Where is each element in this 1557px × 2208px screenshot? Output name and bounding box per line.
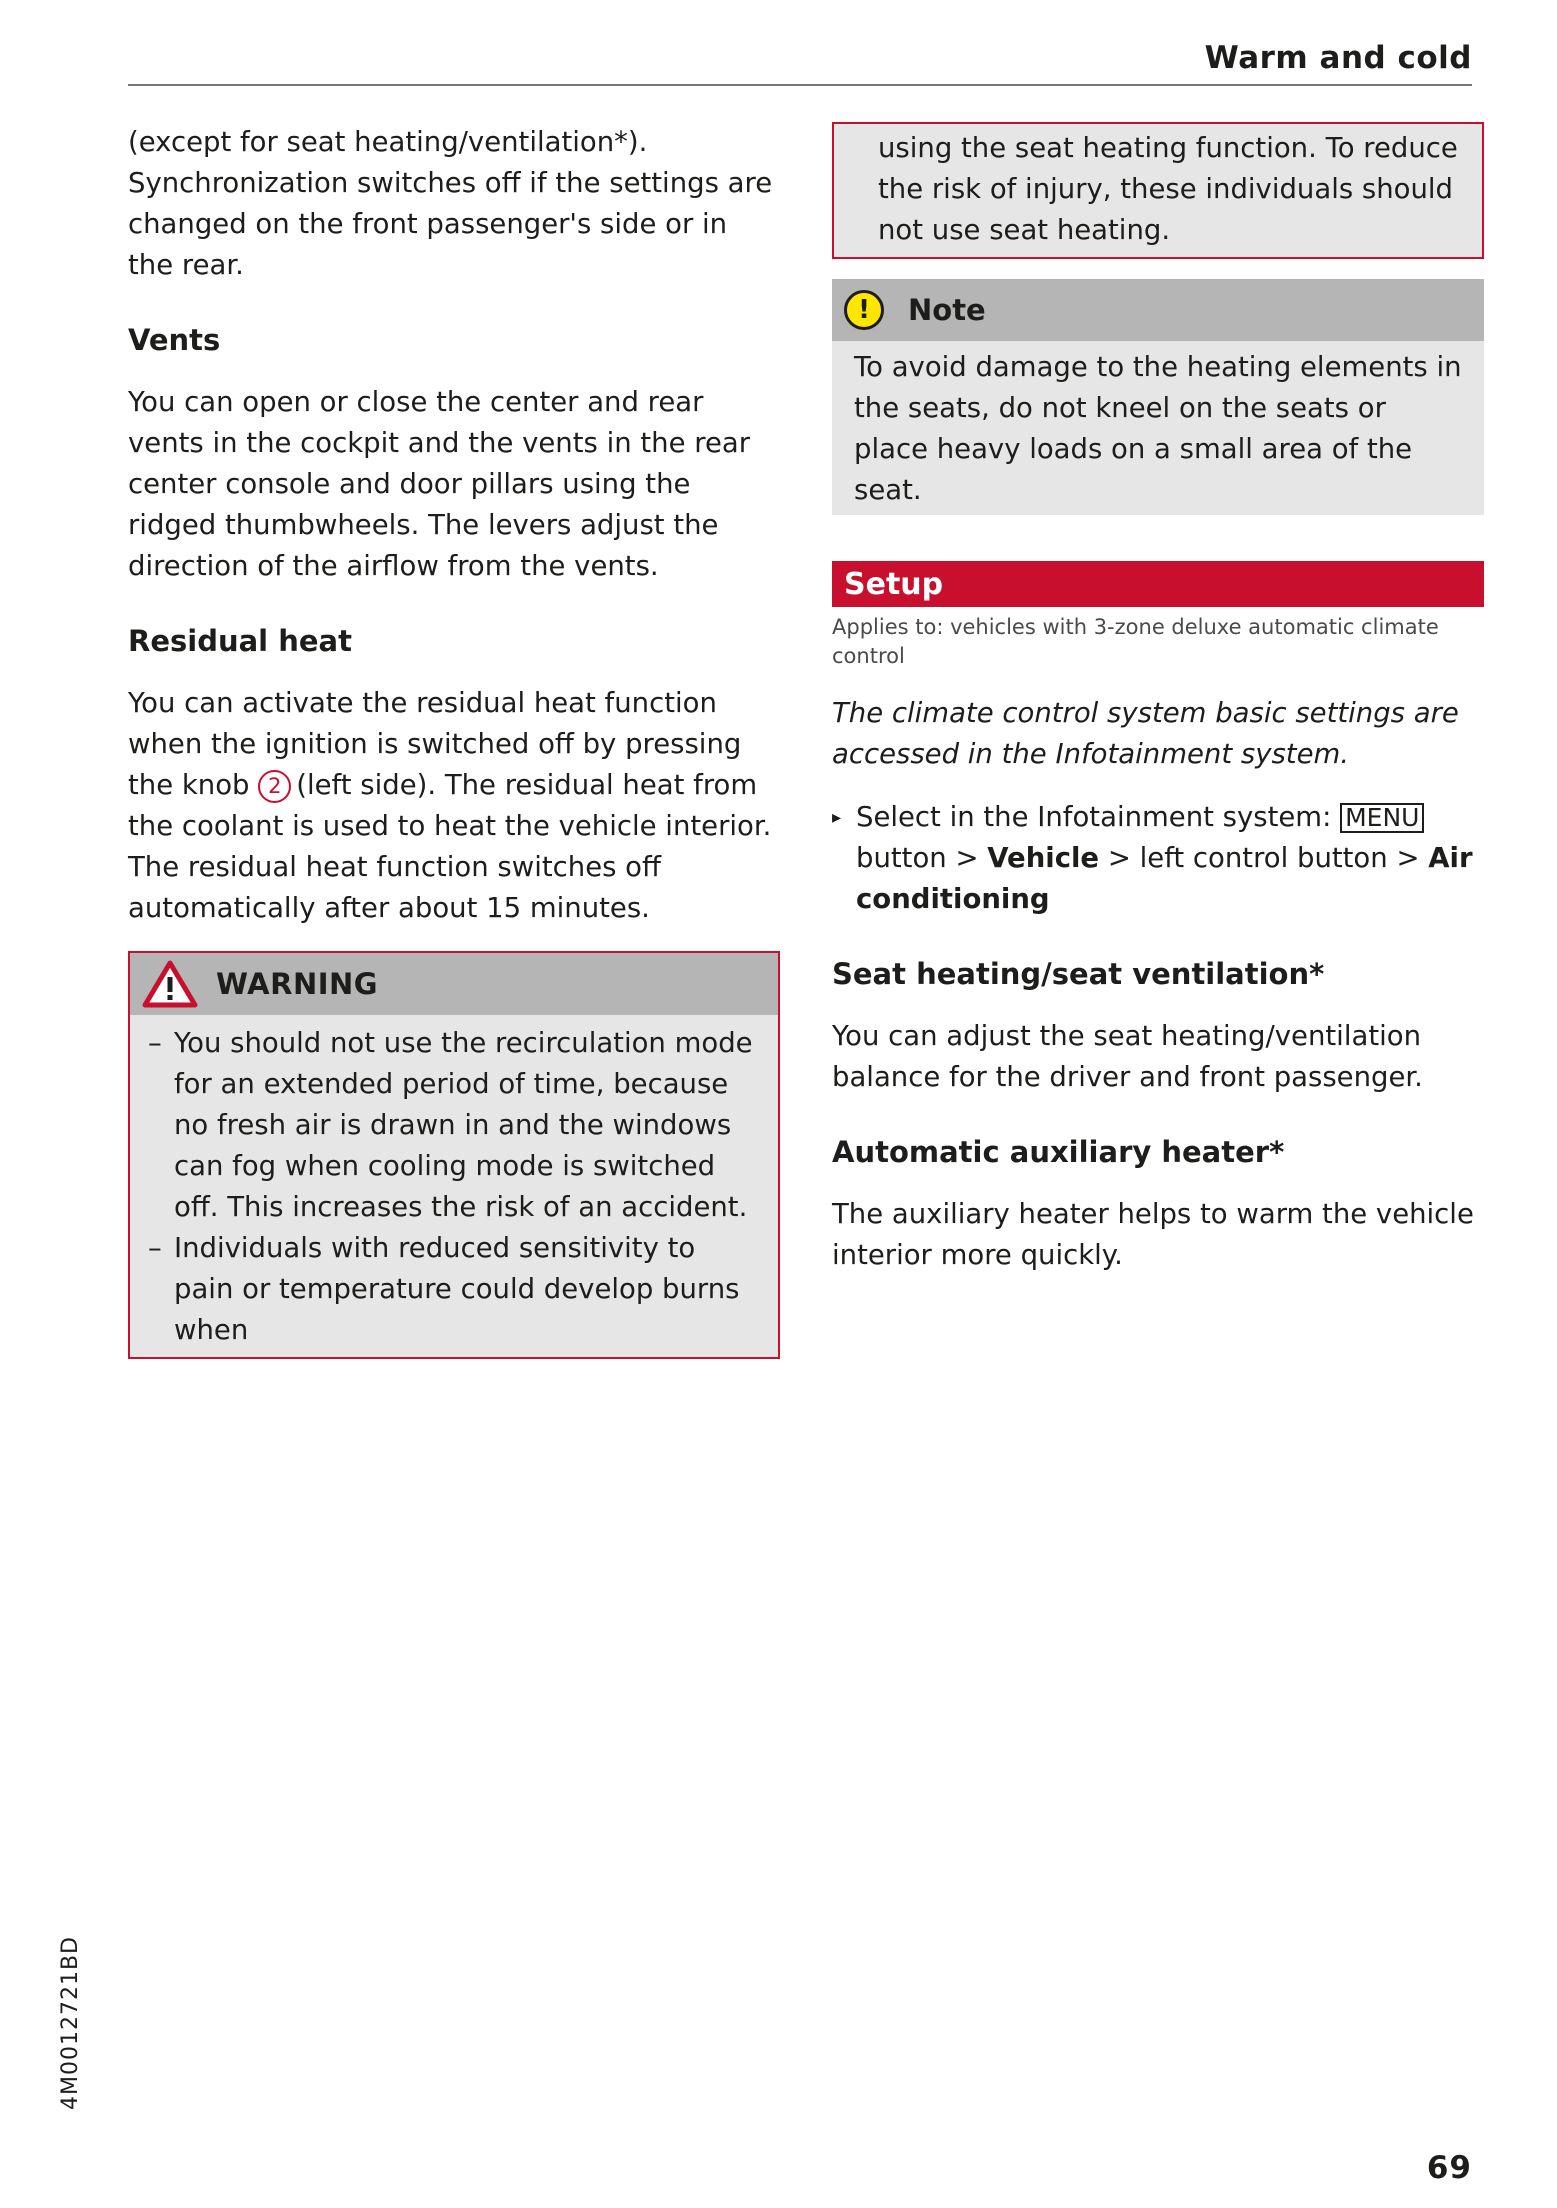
header-divider [128, 84, 1472, 86]
seat-heating-paragraph: You can adjust the seat heating/ventilation balance for the driver and front passenger. [832, 1020, 1423, 1093]
setup-intro: The climate control system basic settings are accessed in the Infotainment system. [832, 697, 1459, 770]
path-vehicle: Vehicle [987, 842, 1100, 874]
setup-step [832, 797, 1484, 920]
path-separator: > [1107, 842, 1131, 874]
note-header [832, 279, 1484, 341]
note-title: Note [908, 292, 986, 327]
aux-heater-paragraph: The auxiliary heater helps to warm the vehicle interior more quickly. [832, 1198, 1474, 1271]
warning-triangle-icon [142, 960, 198, 1008]
exclamation-circle-icon: ! [844, 290, 884, 330]
warning-continuation-text: using the seat heating function. To reduce the risk of injury, these individuals should not use seat heating. [878, 132, 1458, 246]
vents-paragraph: You can open or close the center and rear vents in the cockpit and the vents in the rear center console and door pillars using the ridged thumbwheels. The levers adjust the direction of the airflow from the vents. [128, 386, 751, 582]
residual-heat-heading: Residual heat [128, 624, 352, 658]
path-left-control: left control button [1139, 842, 1388, 874]
note-box [832, 279, 1484, 515]
warning-item: – Individuals with reduced sensitivity to pain or temperature could develop burns when [148, 1228, 758, 1351]
warning-item: – You should not use the recirculation mode for an extended period of time, because no fresh air is drawn in and the windows can fog when cooling mode is switched off. This increases the risk of an accident. [148, 1023, 758, 1228]
document-code-text: 4M0012721BD [58, 1936, 83, 2110]
setup-heading-bar: Setup [832, 561, 1484, 607]
vents-heading: Vents [128, 323, 221, 357]
residual-text-part-1: You can activate the residual heat function when the ignition is switched off by pressing the knob [128, 687, 742, 801]
residual-heat-paragraph [128, 683, 780, 929]
warning-box [128, 951, 780, 1359]
warning-list [130, 1015, 778, 1357]
note-text: To avoid damage to the heating elements in the seats, do not kneel on the seats or place heavy loads on a small area of the seat. [854, 351, 1462, 506]
seat-heating-heading: Seat heating/seat ventilation* [832, 957, 1325, 991]
step-prefix: Select in the Infotainment system: [856, 801, 1332, 833]
section-title: Warm and cold [1204, 40, 1472, 76]
intro-paragraph: (except for seat heating/ventilation*). Synchronization switches off if the settings are changed on the front passenger's side or in the rear. [128, 126, 773, 281]
path-air-conditioning: Air conditioning [856, 842, 1473, 915]
path-separator: > [955, 842, 979, 874]
warning-title: WARNING [216, 966, 379, 1001]
knob-number-badge: 2 [258, 770, 291, 803]
applies-to-text: Applies to: vehicles with 3-zone deluxe automatic climate control [832, 615, 1439, 668]
warning-header [130, 953, 778, 1015]
path-separator: > [1396, 842, 1420, 874]
menu-key-label: MENU [1340, 803, 1424, 833]
step-button-text: button [856, 842, 947, 874]
aux-heater-heading: Automatic auxiliary heater* [832, 1135, 1285, 1169]
left-column [128, 122, 780, 1359]
bullet-triangle-icon: ▸ [832, 807, 842, 828]
page-number: 69 [1426, 2150, 1472, 2186]
residual-text-part-2: (left side). The residual heat from the coolant is used to heat the vehicle interior. The residual heat function switches off automatically after about 15 minutes. [128, 769, 772, 924]
right-column [832, 122, 1484, 1276]
warning-continuation-box [832, 122, 1484, 259]
